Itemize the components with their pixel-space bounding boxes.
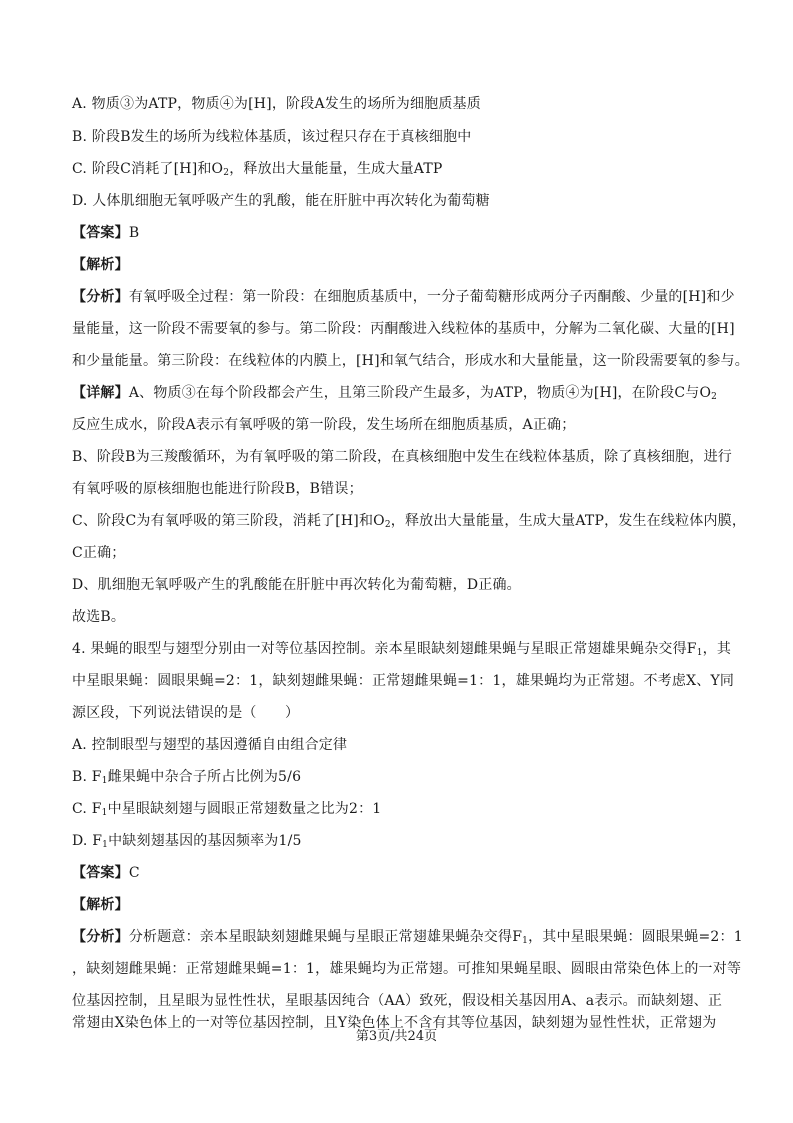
q4-fenxi-line-1: 【分析】分析题意：亲本星眼缺刻翅雌果蝇与星眼正常翅雄果蝇杂交得$F_1$，其中星眼果蝇：圆眼果蝇=2：1 [72, 929, 743, 946]
q4-fenxi-line-4: 常翅由X染色体上的一对等位基因控制，且Y染色体上不含有其等位基因，缺刻翅为显性性状，正常翅为 [72, 1015, 717, 1031]
q4-analysis-heading: 【解析】 [72, 897, 129, 913]
q3-xiangjie-b-line-1: B、阶段B为三羧酸循环，为有氧呼吸的第二阶段，在真核细胞中发生在线粒体基质，除了真核细胞，进行 [72, 449, 732, 465]
q3-option-b: B. 阶段B发生的场所为线粒体基质，该过程只存在于真核细胞中 [72, 129, 472, 145]
q4-option-c: C. $F_1$中星眼缺刻翅与圆眼正常翅数量之比为2：1 [72, 801, 382, 818]
q3-fenxi-line-3: 和少量能量。第三阶段：在线粒体的内膜上，[H]和氧气结合，形成水和大量能量，这一阶段需要氧的参与。 [72, 353, 749, 369]
q4-option-b: B. $F_1$雌果蝇中杂合子所占比例为5/6 [72, 769, 302, 786]
q3-xiangjie-d: D、肌细胞无氧呼吸产生的乳酸能在肝脏中再次转化为葡萄糖，D正确。 [72, 577, 521, 593]
q4-stem-line-3: 源区段，下列说法错误的是（ ） [72, 705, 300, 721]
q4-fenxi-line-2: ，缺刻翅雌果蝇：正常翅雌果蝇=1：1，雄果蝇均为正常翅。可推知果蝇星眼、圆眼由常染色体上的一对等 [72, 961, 742, 977]
q3-fenxi-line-1: 【分析】有氧呼吸全过程：第一阶段：在细胞质基质中，一分子葡萄糖形成两分子丙酮酸、少量的[H]和少 [72, 289, 735, 305]
q3-xiangjie-b-line-2: 有氧呼吸的原核细胞也能进行阶段B，B错误； [72, 481, 363, 497]
q4-stem-line-2: 中星眼果蝇：圆眼果蝇=2：1，缺刻翅雌果蝇：正常翅雌果蝇=1：1，雄果蝇均为正常翅。不考虑X、Y同 [72, 673, 735, 689]
q3-answer: 【答案】B [72, 225, 140, 241]
q3-xiangjie-a-line-2: 反应生成水，阶段A表示有氧呼吸的第一阶段，发生场所在细胞质基质，A正确； [72, 417, 576, 433]
q3-analysis-heading: 【解析】 [72, 257, 129, 273]
q3-fenxi-line-2: 量能量，这一阶段不需要氧的参与。第二阶段：丙酮酸进入线粒体的基质中，分解为二氧化碳、大量的[H] [72, 321, 735, 337]
q3-option-d: D. 人体肌细胞无氧呼吸产生的乳酸，能在肝脏中再次转化为葡萄糖 [72, 193, 490, 209]
q3-xiangjie-a-line-1: 【详解】A、物质③在每个阶段都会产生，且第三阶段产生最多，为ATP，物质④为[H]，在阶段C与$O_2$ [72, 385, 718, 402]
q3-option-a: A. 物质③为ATP，物质④为[H]，阶段A发生的场所为细胞质基质 [72, 96, 481, 112]
q4-option-a: A. 控制眼型与翅型的基因遵循自由组合定律 [72, 737, 348, 753]
page-footer: 第3页/共24页 [355, 1029, 438, 1044]
q3-conclusion: 故选B。 [72, 609, 126, 625]
q4-option-d: D. $F_1$中缺刻翅基因的基因频率为1/5 [72, 833, 302, 850]
q3-option-c: C. 阶段C消耗了[H]和$O_2$，释放出大量能量，生成大量ATP [72, 161, 443, 178]
q3-xiangjie-c-line-2: C正确； [72, 545, 126, 561]
q3-xiangjie-c-line-1: C、阶段C为有氧呼吸的第三阶段，消耗了[H]和$O_2$，释放出大量能量，生成大量ATP，发生在线粒体内膜， [72, 513, 747, 530]
q4-answer: 【答案】C [72, 865, 140, 881]
q4-stem-line-1: 4. 果蝇的眼型与翅型分别由一对等位基因控制。亲本星眼缺刻翅雌果蝇与星眼正常翅雄果蝇杂交得$F_1$，其 [72, 641, 732, 658]
q4-fenxi-line-3: 位基因控制，且星眼为显性性状，星眼基因纯合（AA）致死，假设相关基因用A、a表示。而缺刻翅、正 [72, 993, 723, 1009]
